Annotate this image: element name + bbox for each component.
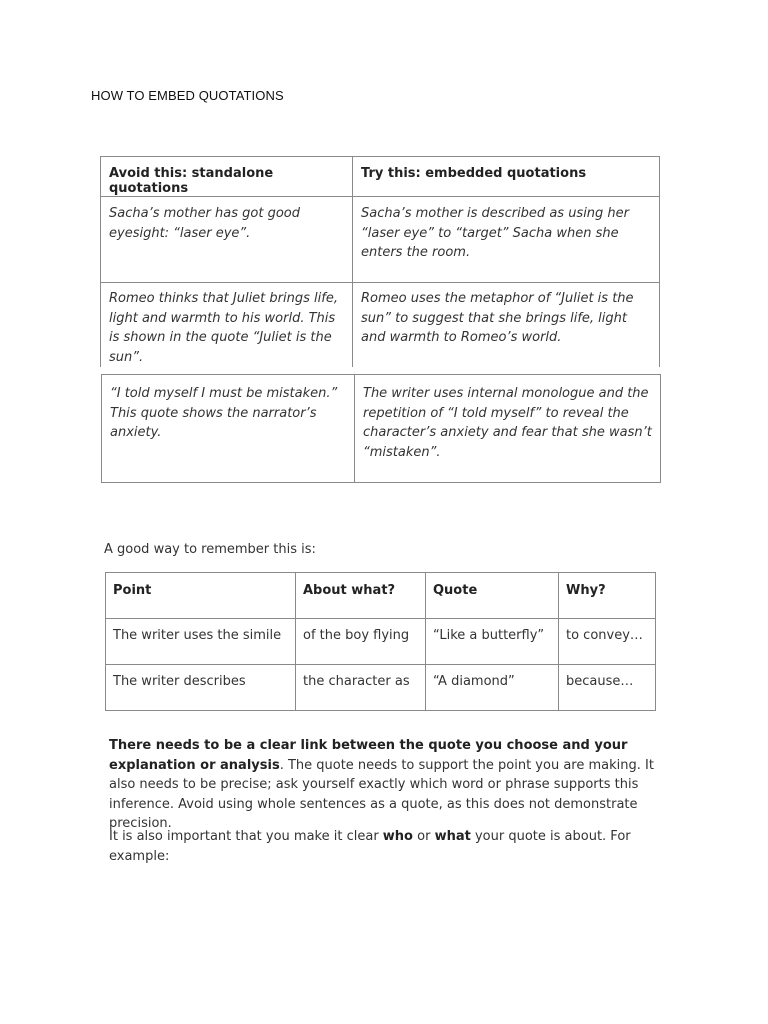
method-header-point: Point [106, 573, 296, 619]
table-row [102, 375, 661, 483]
table-cell: “A diamond” [426, 665, 559, 711]
table-cell: The writer uses the simile [106, 619, 296, 665]
table-row [106, 665, 656, 711]
table-cell: the character as [296, 665, 426, 711]
table-row [101, 283, 660, 368]
method-header-why: Why? [559, 573, 656, 619]
table-cell: “I told myself I must be mistaken.” This quote shows the narrator’s anxiety. [102, 375, 355, 483]
page-title: HOW TO EMBED QUOTATIONS [91, 88, 284, 103]
comparison-table [100, 156, 660, 367]
link-paragraph [109, 736, 669, 834]
paragraph-text: or [413, 829, 435, 844]
comparison-header-try: Try this: embedded quotations [353, 157, 660, 197]
who-what-paragraph [109, 827, 669, 866]
table-cell: “Like a butterfly” [426, 619, 559, 665]
method-header-quote: Quote [426, 573, 559, 619]
table-cell: Romeo thinks that Juliet brings life, light and warmth to his world. This is shown in the quote “Juliet is the sun”. [101, 283, 353, 368]
table-cell: because… [559, 665, 656, 711]
comparison-header-avoid: Avoid this: standalone quotations [101, 157, 353, 197]
paragraph-bold-what: what [434, 829, 471, 844]
table-cell: of the boy flying [296, 619, 426, 665]
table-row [101, 197, 660, 283]
table-cell: Sacha’s mother has got good eyesight: “laser eye”. [101, 197, 353, 283]
table-cell: The writer describes [106, 665, 296, 711]
paragraph-text: your quote is about. For example: [109, 829, 631, 864]
link-paragraph-bold: There needs to be a clear link between the quote you choose and your explanation or analysis [109, 738, 628, 773]
paragraph-bold-who: who [382, 829, 413, 844]
table-cell: The writer uses internal monologue and the repetition of “I told myself” to reveal the character’s anxiety and fear that she wasn’t “mistaken”. [355, 375, 661, 483]
method-header-about: About what? [296, 573, 426, 619]
table-cell: Romeo uses the metaphor of “Juliet is the sun” to suggest that she brings life, light and warmth to Romeo’s world. [353, 283, 660, 368]
table-cell: Sacha’s mother is described as using her “laser eye” to “target” Sacha when she enters the room. [353, 197, 660, 283]
table-row [106, 619, 656, 665]
comparison-table-continued [101, 374, 661, 483]
paragraph-text: It is also important that you make it clear [109, 829, 383, 844]
table-cell: to convey… [559, 619, 656, 665]
method-table [105, 572, 656, 711]
link-paragraph-text: . The quote needs to support the point you are making. It also needs to be precise; ask yourself exactly which word or phrase supports this inference. Avoid using whole sentences as a quote, as this does not demonstrate precision. [109, 757, 654, 831]
remember-text: A good way to remember this is: [104, 542, 316, 557]
